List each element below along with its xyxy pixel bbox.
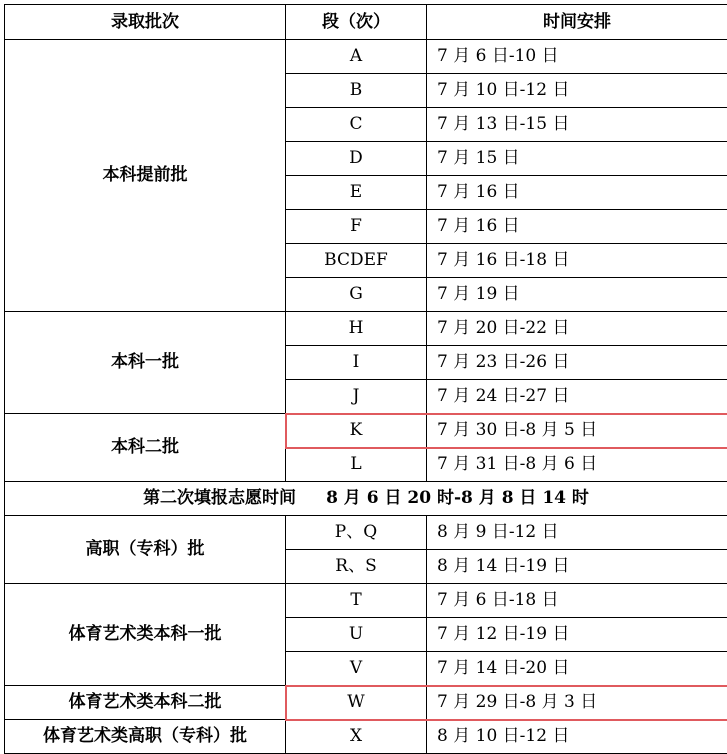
segment-cell: BCDEF: [286, 244, 427, 278]
time-cell: 7 月 15 日: [427, 142, 727, 176]
segment-cell: G: [286, 278, 427, 312]
header-segment: 段（次）: [286, 5, 427, 40]
time-cell: 7 月 20 日-22 日: [427, 312, 727, 346]
table-body: [5, 40, 727, 754]
table-row: [5, 686, 727, 720]
segment-cell: T: [286, 584, 427, 618]
time-cell: 8 月 14 日-19 日: [427, 550, 727, 584]
time-cell: 7 月 24 日-27 日: [427, 380, 727, 414]
segment-cell: E: [286, 176, 427, 210]
time-cell: 7 月 14 日-20 日: [427, 652, 727, 686]
time-cell: 7 月 13 日-15 日: [427, 108, 727, 142]
segment-cell: U: [286, 618, 427, 652]
time-cell: 7 月 30 日-8 月 5 日: [427, 414, 727, 448]
segment-cell: I: [286, 346, 427, 380]
segment-cell: D: [286, 142, 427, 176]
segment-cell: B: [286, 74, 427, 108]
segment-cell: J: [286, 380, 427, 414]
second-fill-label: 第二次填报志愿时间: [143, 488, 296, 508]
admission-schedule-table: [4, 4, 727, 754]
time-cell: 7 月 12 日-19 日: [427, 618, 727, 652]
time-cell: 7 月 6 日-18 日: [427, 584, 727, 618]
segment-cell: L: [286, 448, 427, 482]
time-cell: 8 月 10 日-12 日: [427, 720, 727, 754]
segment-cell: C: [286, 108, 427, 142]
table-row: [5, 40, 727, 74]
time-cell: 7 月 23 日-26 日: [427, 346, 727, 380]
segment-cell: V: [286, 652, 427, 686]
table-row: [5, 414, 727, 448]
time-cell: 7 月 16 日: [427, 210, 727, 244]
batch-cell: 体育艺术类高职（专科）批: [5, 720, 286, 754]
batch-cell: 体育艺术类本科二批: [5, 686, 286, 720]
segment-cell: R、S: [286, 550, 427, 584]
header-batch: 录取批次: [5, 5, 286, 40]
time-cell: 8 月 9 日-12 日: [427, 516, 727, 550]
time-cell: 7 月 10 日-12 日: [427, 74, 727, 108]
segment-cell: P、Q: [286, 516, 427, 550]
second-fill-row-cell: [5, 482, 727, 516]
time-cell: 7 月 29 日-8 月 3 日: [427, 686, 727, 720]
segment-cell: K: [286, 414, 427, 448]
table-row: [5, 312, 727, 346]
segment-cell: F: [286, 210, 427, 244]
time-cell: 7 月 16 日: [427, 176, 727, 210]
batch-cell: 本科提前批: [5, 40, 286, 312]
time-cell: 7 月 31 日-8 月 6 日: [427, 448, 727, 482]
segment-cell: H: [286, 312, 427, 346]
batch-cell: 高职（专科）批: [5, 516, 286, 584]
time-cell: 7 月 16 日-18 日: [427, 244, 727, 278]
time-cell: 7 月 19 日: [427, 278, 727, 312]
segment-cell: A: [286, 40, 427, 74]
segment-cell: X: [286, 720, 427, 754]
table-row: [5, 720, 727, 754]
header-time: 时间安排: [427, 5, 727, 40]
batch-cell: 本科二批: [5, 414, 286, 482]
batch-cell: 本科一批: [5, 312, 286, 414]
table-row: [5, 584, 727, 618]
second-fill-time: 8 月 6 日 20 时-8 月 8 日 14 时: [326, 488, 589, 508]
batch-cell: 体育艺术类本科一批: [5, 584, 286, 686]
time-cell: 7 月 6 日-10 日: [427, 40, 727, 74]
segment-cell: W: [286, 686, 427, 720]
table-row: [5, 482, 727, 516]
table-header-row: [5, 5, 727, 40]
table-row: [5, 516, 727, 550]
